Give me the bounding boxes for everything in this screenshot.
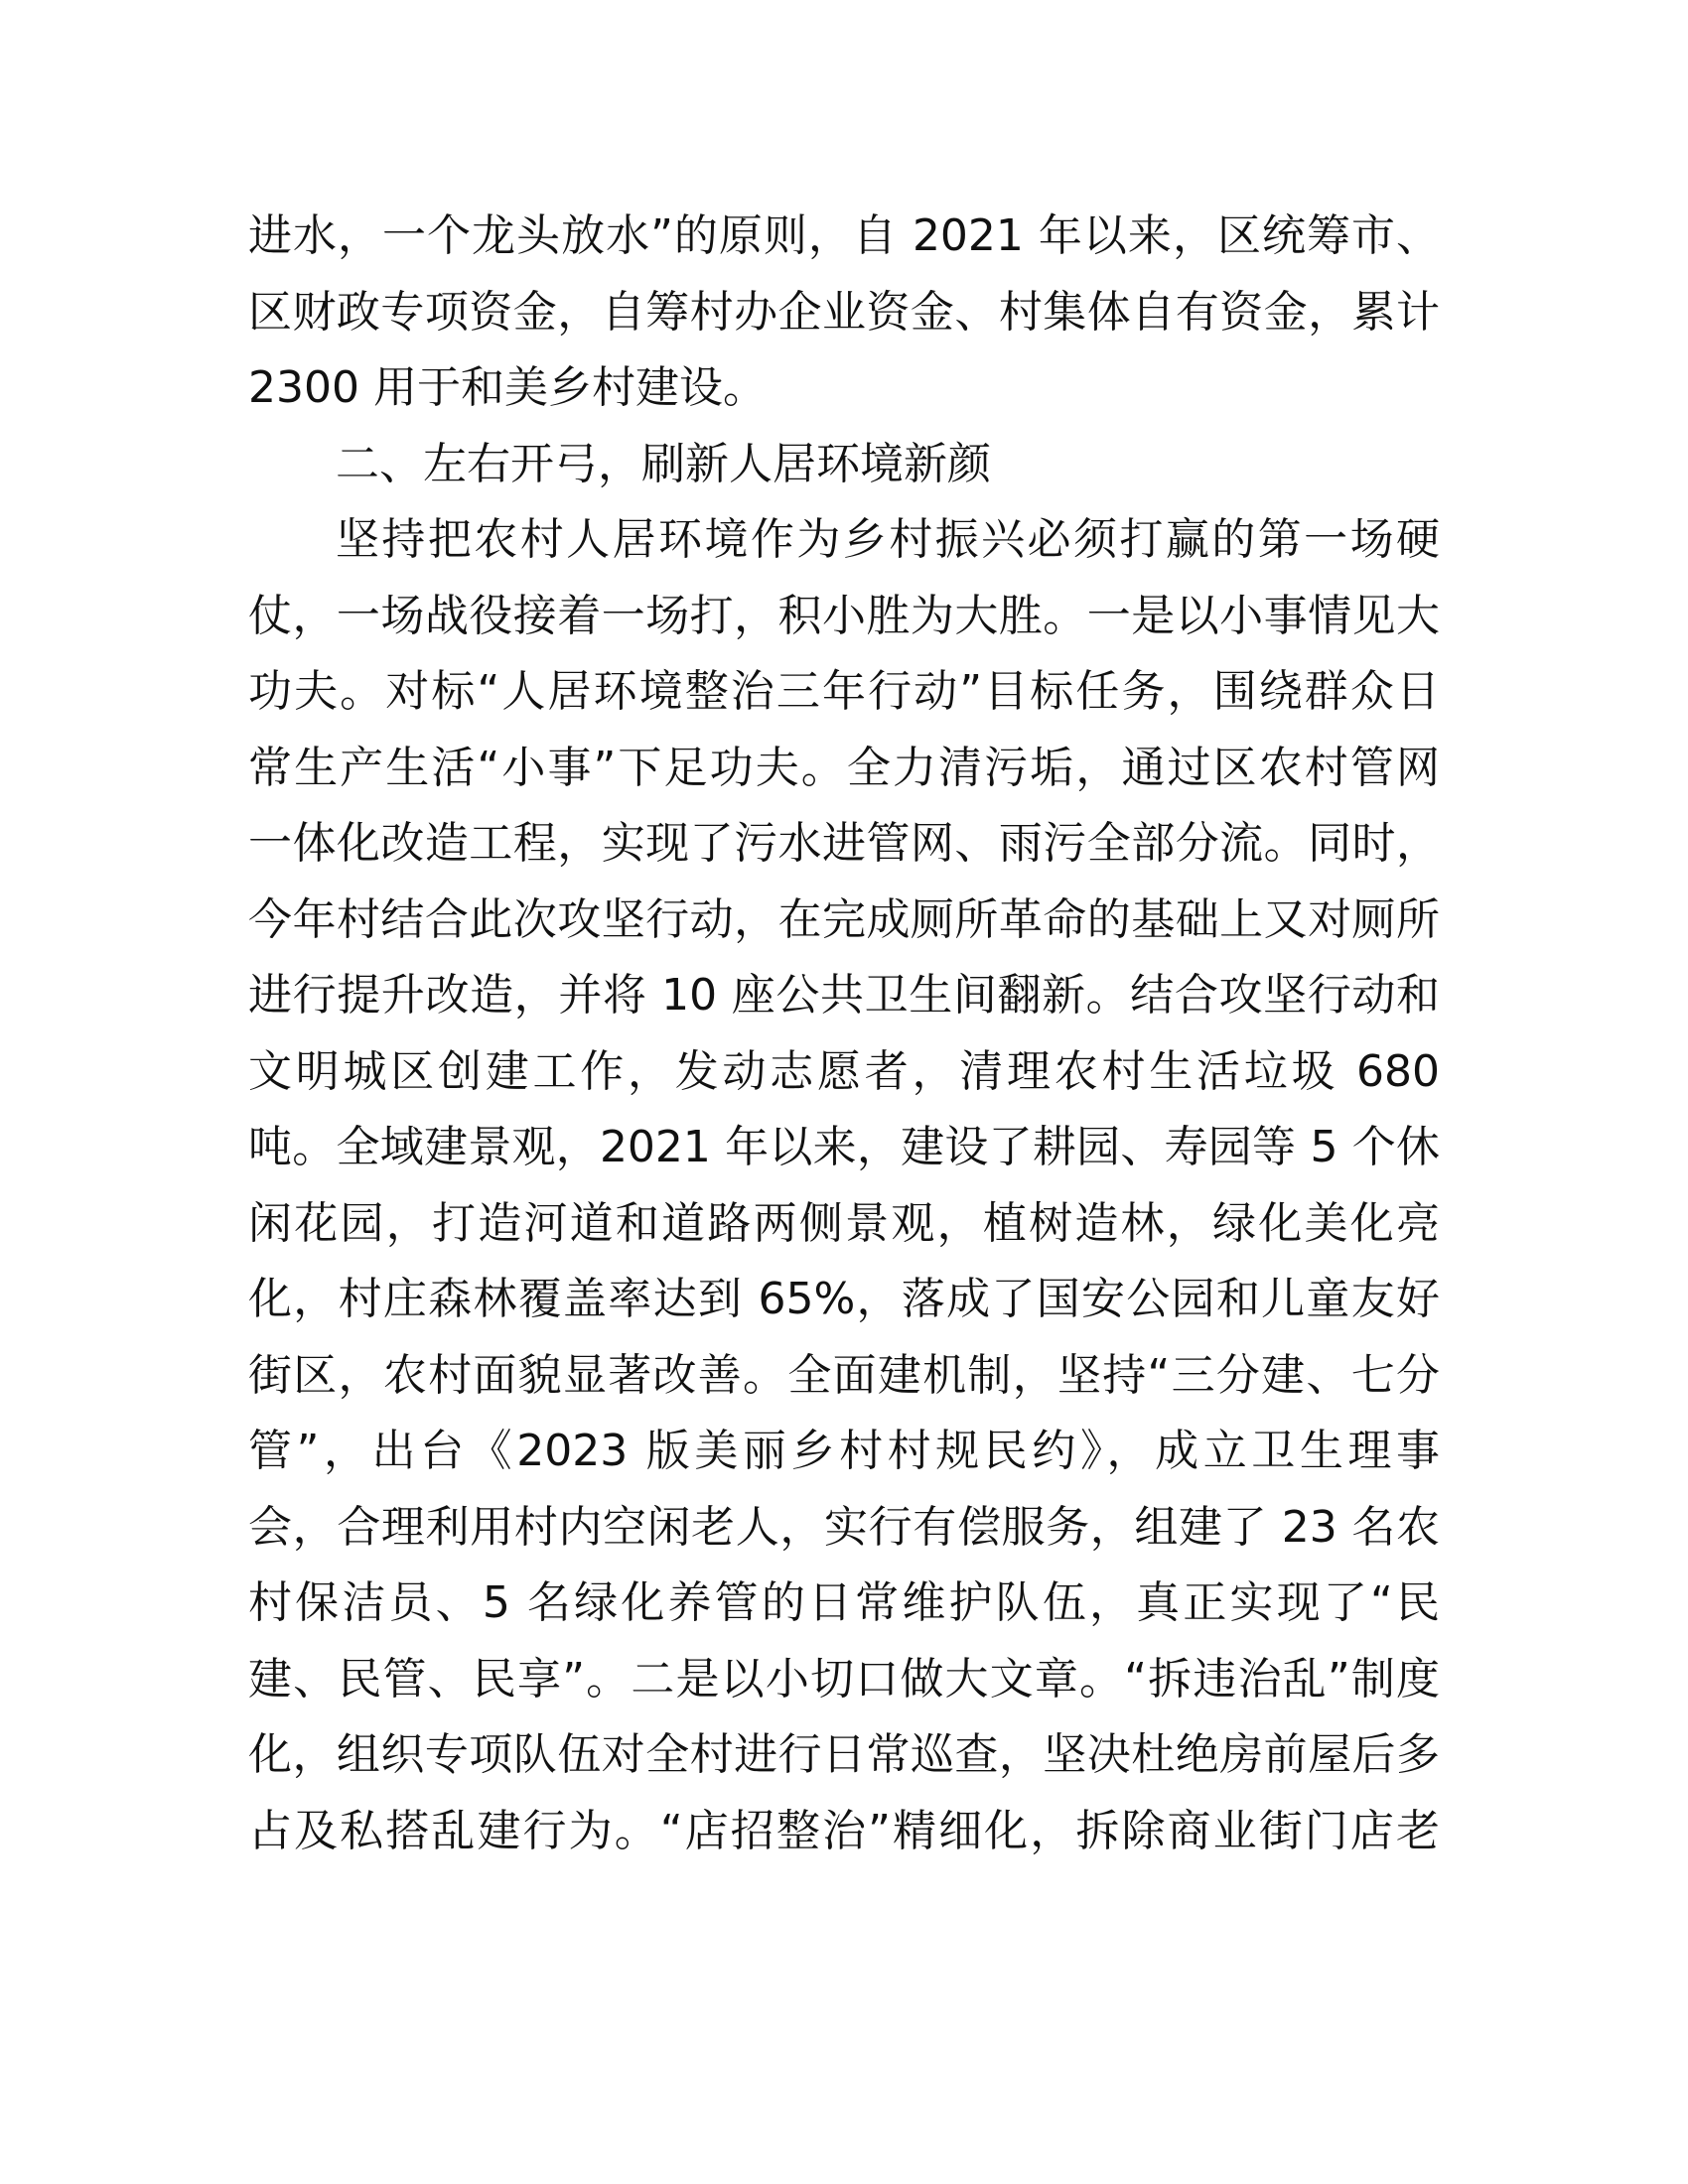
text-line: 今年村结合此次攻坚行动，在完成厕所革命的基础上又对厕所	[248, 893, 1440, 945]
paragraph-funding	[248, 199, 1440, 427]
text-line: 占及私搭乱建行为。“店招整治”精细化，拆除商业街门店老	[248, 1805, 1440, 1856]
section-heading	[248, 427, 1440, 503]
text-line: 管”，出台《2023 版美丽乡村村规民约》，成立卫生理事	[248, 1426, 1440, 1476]
text-line: 街区，农村面貌显著改善。全面建机制，坚持“三分建、七分	[248, 1349, 1440, 1401]
text-line: 一体化改造工程，实现了污水进管网、雨污全部分流。同时，	[248, 818, 1440, 869]
text-line: 进水，一个龙头放水”的原则，自 2021 年以来，区统筹市、	[248, 210, 1440, 261]
text-line: 会，合理利用村内空闲老人，实行有偿服务，组建了 23 名农	[248, 1501, 1440, 1553]
text-line: 文明城区创建工作，发动志愿者，清理农村生活垃圾 680	[248, 1045, 1440, 1097]
text-line: 区财政专项资金，自筹村办企业资金、村集体自有资金，累计	[248, 286, 1440, 338]
heading-text: 二、左右开弓，刷新人居环境新颜	[336, 438, 991, 489]
text-line: 坚持把农村人居环境作为乡村振兴必须打赢的第一场硬	[336, 514, 1440, 565]
text-line: 进行提升改造，并将 10 座公共卫生间翻新。结合攻坚行动和	[248, 970, 1440, 1021]
text-line: 仗，一场战役接着一场打，积小胜为大胜。一是以小事情见大	[248, 590, 1440, 641]
document-body	[248, 199, 1440, 1869]
text-line: 常生产生活“小事”下足功夫。全力清污垢，通过区农村管网	[248, 742, 1440, 793]
text-line: 功夫。对标“人居环境整治三年行动”目标任务，围绕群众日	[248, 666, 1440, 717]
text-line: 建、民管、民享”。二是以小切口做大文章。“拆违治乱”制度	[248, 1653, 1440, 1705]
text-line: 化，组织专项队伍对全村进行日常巡查，坚决杜绝房前屋后多	[248, 1729, 1440, 1780]
text-line: 2300 用于和美乡村建设。	[248, 362, 767, 413]
text-line: 闲花园，打造河道和道路两侧景观，植树造林，绿化美化亮	[248, 1197, 1440, 1249]
paragraph-environment	[248, 502, 1440, 1869]
text-line: 吨。全域建景观，2021 年以来，建设了耕园、寿园等 5 个休	[248, 1122, 1440, 1172]
text-line: 村保洁员、5 名绿化养管的日常维护队伍，真正实现了“民	[248, 1577, 1440, 1628]
text-line: 化，村庄森林覆盖率达到 65%，落成了国安公园和儿童友好	[248, 1274, 1440, 1324]
